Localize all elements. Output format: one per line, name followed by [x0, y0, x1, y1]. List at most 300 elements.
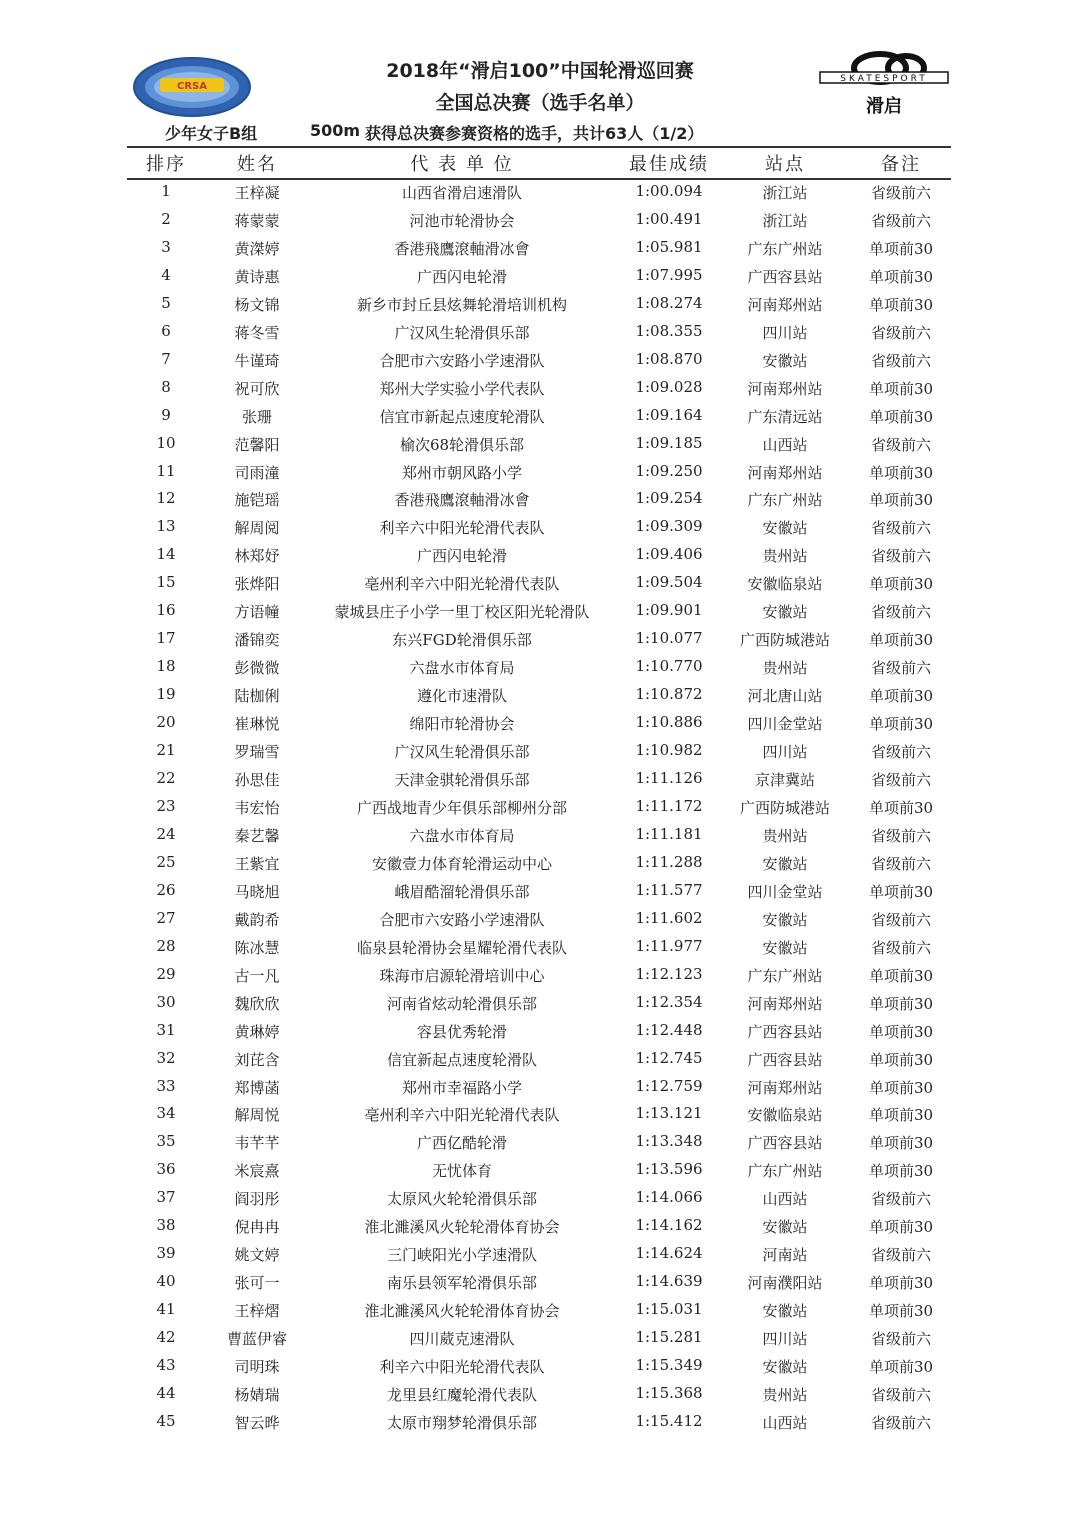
table-row — [0, 1128, 1080, 1156]
rank-cell: 18 — [156, 657, 176, 676]
name-cell: 倪冉冉 — [234, 1218, 280, 1237]
table-row — [0, 989, 1080, 1017]
table-row — [0, 1017, 1080, 1045]
table-row — [0, 1380, 1080, 1408]
best-time-cell: 1:08.870 — [635, 349, 703, 368]
table-row — [0, 849, 1080, 877]
rank-cell: 44 — [156, 1383, 176, 1402]
remark-cell: 省级前六 — [870, 547, 931, 566]
table-row — [0, 430, 1080, 458]
distance: 500m — [310, 121, 361, 140]
remark-cell: 省级前六 — [870, 1385, 931, 1404]
station-cell: 安徽站 — [762, 351, 808, 370]
table-row — [0, 1184, 1080, 1212]
unit-cell: 六盘水市体育局 — [409, 826, 515, 845]
sponsor-logo — [818, 50, 950, 118]
station-cell: 广西容县站 — [747, 1022, 823, 1041]
best-time-cell: 1:15.368 — [635, 1383, 703, 1402]
table-row — [0, 1296, 1080, 1324]
rank-cell: 6 — [161, 321, 171, 340]
rank-cell: 38 — [156, 1216, 176, 1235]
station-cell: 安徽站 — [762, 1218, 808, 1237]
remark-cell: 单项前30 — [868, 1358, 934, 1377]
table-row — [0, 541, 1080, 569]
best-time-cell: 1:09.254 — [635, 489, 703, 508]
station-cell: 四川金堂站 — [747, 715, 823, 734]
station-cell: 广东广州站 — [747, 491, 823, 510]
best-time-cell: 1:09.309 — [635, 517, 703, 536]
unit-cell: 蒙城县庄子小学一里丁校区阳光轮滑队 — [334, 603, 590, 622]
page-subtitle: 全国总决赛（选手名单） — [435, 92, 645, 114]
rank-cell: 35 — [156, 1132, 176, 1151]
remark-cell: 单项前30 — [868, 491, 934, 510]
athlete-table — [0, 178, 1080, 1436]
table-row — [0, 318, 1080, 346]
name-cell: 黄琳婷 — [234, 1022, 280, 1041]
remark-cell: 省级前六 — [870, 743, 931, 762]
rank-cell: 41 — [156, 1300, 176, 1319]
best-time-cell: 1:08.274 — [635, 293, 703, 312]
table-row — [0, 178, 1080, 206]
best-time-cell: 1:12.123 — [635, 964, 703, 983]
name-cell: 牛谨琦 — [234, 351, 280, 370]
name-cell: 杨婧瑞 — [234, 1385, 280, 1404]
table-row — [0, 681, 1080, 709]
station-cell: 安徽站 — [762, 910, 808, 929]
best-time-cell: 1:12.354 — [635, 992, 703, 1011]
station-cell: 广西防城港站 — [739, 631, 830, 650]
header-remark: 备注 — [881, 154, 921, 175]
remark-cell: 单项前30 — [868, 1078, 934, 1097]
remark-cell: 省级前六 — [870, 211, 931, 230]
table-row — [0, 793, 1080, 821]
table-row — [0, 821, 1080, 849]
remark-cell: 单项前30 — [868, 966, 934, 985]
rank-cell: 22 — [156, 769, 176, 788]
group-info — [0, 121, 1080, 143]
name-cell: 张可一 — [234, 1274, 280, 1293]
rank-cell: 37 — [156, 1188, 176, 1207]
best-time-cell: 1:12.745 — [635, 1048, 703, 1067]
rank-cell: 40 — [156, 1272, 176, 1291]
remark-cell: 单项前30 — [868, 239, 934, 258]
unit-cell: 东兴FGD轮滑俱乐部 — [392, 631, 532, 650]
remark-cell: 单项前30 — [868, 687, 934, 706]
table-row — [0, 1240, 1080, 1268]
name-cell: 陆枷俐 — [234, 687, 280, 706]
rank-cell: 42 — [156, 1328, 176, 1347]
rank-cell: 16 — [156, 601, 176, 620]
remark-cell: 省级前六 — [870, 435, 931, 454]
station-cell: 广东广州站 — [747, 966, 823, 985]
name-cell: 范馨阳 — [234, 435, 280, 454]
name-cell: 崔琳悦 — [234, 715, 280, 734]
table-row — [0, 262, 1080, 290]
unit-cell: 榆次68轮滑俱乐部 — [399, 435, 525, 454]
station-cell: 浙江站 — [762, 211, 808, 230]
unit-cell: 河南省炫动轮滑俱乐部 — [386, 994, 537, 1013]
table-row — [0, 737, 1080, 765]
remark-cell: 单项前30 — [868, 575, 934, 594]
rank-cell: 34 — [156, 1104, 176, 1123]
rank-cell: 26 — [156, 880, 176, 899]
sponsor-lettering: SKATESPORT — [840, 74, 928, 84]
name-cell: 解周悦 — [234, 1106, 280, 1125]
remark-cell: 省级前六 — [870, 1190, 931, 1209]
name-cell: 戴韵希 — [234, 910, 280, 929]
station-cell: 河南郑州站 — [747, 295, 823, 314]
name-cell: 张烨阳 — [234, 575, 280, 594]
rank-cell: 14 — [156, 545, 176, 564]
remark-cell: 省级前六 — [870, 854, 931, 873]
remark-cell: 单项前30 — [868, 463, 934, 482]
best-time-cell: 1:00.491 — [635, 209, 703, 228]
station-cell: 贵州站 — [762, 1385, 808, 1404]
name-cell: 秦艺馨 — [234, 826, 280, 845]
name-cell: 罗瑞雪 — [234, 743, 280, 762]
table-row — [0, 206, 1080, 234]
station-cell: 广西容县站 — [747, 1050, 823, 1069]
rank-cell: 12 — [156, 489, 176, 508]
association-logo — [132, 56, 252, 118]
remark-cell: 单项前30 — [868, 1162, 934, 1181]
station-cell: 山西站 — [762, 1413, 808, 1432]
unit-cell: 容县优秀轮滑 — [416, 1022, 507, 1041]
station-cell: 贵州站 — [762, 547, 808, 566]
best-time-cell: 1:13.348 — [635, 1132, 703, 1151]
unit-cell: 六盘水市体育局 — [409, 659, 515, 678]
best-time-cell: 1:13.121 — [635, 1104, 703, 1123]
best-time-cell: 1:09.901 — [635, 601, 703, 620]
unit-cell: 信宜市新起点速度轮滑队 — [379, 407, 545, 426]
table-row — [0, 458, 1080, 486]
remark-cell: 单项前30 — [868, 798, 934, 817]
station-cell: 广西容县站 — [747, 1134, 823, 1153]
best-time-cell: 1:10.886 — [635, 713, 703, 732]
remark-cell: 单项前30 — [868, 994, 934, 1013]
rank-cell: 11 — [156, 461, 176, 480]
rank-cell: 24 — [156, 824, 176, 843]
unit-cell: 广汉风生轮滑俱乐部 — [394, 743, 530, 762]
station-cell: 广东清远站 — [747, 407, 823, 426]
station-cell: 京津冀站 — [754, 771, 815, 790]
name-cell: 马晓旭 — [234, 882, 280, 901]
name-cell: 施铠瑶 — [234, 491, 280, 510]
rank-cell: 1 — [161, 182, 171, 200]
station-cell: 安徽站 — [762, 854, 808, 873]
table-row — [0, 485, 1080, 513]
name-cell: 蒋蒙蒙 — [234, 211, 280, 230]
unit-cell: 信宜新起点速度轮滑队 — [386, 1050, 537, 1069]
rank-cell: 9 — [161, 405, 171, 424]
rank-cell: 19 — [156, 685, 176, 704]
header-name: 姓名 — [237, 154, 277, 175]
remark-cell: 单项前30 — [868, 882, 934, 901]
remark-cell: 单项前30 — [868, 1302, 934, 1321]
header-rank: 排序 — [146, 154, 186, 175]
name-cell: 魏欣欣 — [234, 994, 280, 1013]
unit-cell: 太原风火轮轮滑俱乐部 — [386, 1190, 537, 1209]
sponsor-name: 滑启 — [866, 96, 902, 117]
best-time-cell: 1:10.077 — [635, 629, 703, 648]
name-cell: 姚文婷 — [234, 1246, 280, 1265]
table-row — [0, 653, 1080, 681]
station-cell: 四川站 — [762, 1330, 808, 1349]
table-row — [0, 290, 1080, 318]
best-time-cell: 1:14.624 — [635, 1244, 703, 1263]
name-cell: 韦宏怡 — [234, 798, 280, 817]
remark-cell: 单项前30 — [868, 1022, 934, 1041]
name-cell: 黄滐婷 — [234, 239, 280, 258]
rank-cell: 27 — [156, 908, 176, 927]
name-cell: 刘芘含 — [234, 1050, 280, 1069]
name-cell: 韦芊芊 — [234, 1134, 280, 1153]
unit-cell: 亳州利辛六中阳光轮滑代表队 — [364, 575, 560, 594]
name-cell: 王梓熠 — [234, 1302, 280, 1321]
best-time-cell: 1:09.406 — [635, 545, 703, 564]
rank-cell: 36 — [156, 1160, 176, 1179]
unit-cell: 河池市轮滑协会 — [409, 211, 515, 230]
best-time-cell: 1:12.448 — [635, 1020, 703, 1039]
unit-cell: 利辛六中阳光轮滑代表队 — [379, 1358, 545, 1377]
header-station: 站点 — [765, 154, 805, 175]
best-time-cell: 1:11.977 — [635, 936, 703, 955]
best-time-cell: 1:09.250 — [635, 461, 703, 480]
station-cell: 山西站 — [762, 1190, 808, 1209]
station-cell: 广西防城港站 — [739, 798, 830, 817]
station-cell: 河南站 — [762, 1246, 808, 1265]
name-cell: 杨文锦 — [234, 295, 280, 314]
best-time-cell: 1:15.281 — [635, 1328, 703, 1347]
table-row — [0, 1268, 1080, 1296]
station-cell: 广东广州站 — [747, 239, 823, 258]
rank-cell: 30 — [156, 992, 176, 1011]
unit-cell: 峨眉酷溜轮滑俱乐部 — [394, 882, 530, 901]
rank-cell: 13 — [156, 517, 176, 536]
name-cell: 郑博菡 — [234, 1078, 280, 1097]
unit-cell: 郑州大学实验小学代表队 — [379, 379, 545, 398]
best-time-cell: 1:10.982 — [635, 741, 703, 760]
name-cell: 曹蓝伊睿 — [226, 1330, 287, 1349]
best-time-cell: 1:11.126 — [635, 769, 703, 788]
table-row — [0, 1352, 1080, 1380]
unit-cell: 郑州市朝风路小学 — [401, 463, 522, 482]
station-cell: 四川站 — [762, 323, 808, 342]
unit-cell: 香港飛鷹滾軸滑冰會 — [394, 491, 530, 510]
unit-cell: 临泉县轮滑协会星耀轮滑代表队 — [356, 938, 567, 957]
table-row — [0, 1324, 1080, 1352]
page-title: 2018年“滑启100”中国轮滑巡回赛 — [386, 60, 694, 82]
rank-cell: 2 — [161, 209, 171, 228]
station-cell: 河南郑州站 — [747, 994, 823, 1013]
name-cell: 司雨潼 — [234, 463, 280, 482]
name-cell: 张珊 — [241, 407, 272, 426]
table-row — [0, 625, 1080, 653]
unit-cell: 合肥市六安路小学速滑队 — [379, 351, 545, 370]
rank-cell: 29 — [156, 964, 176, 983]
station-cell: 河南濮阳站 — [747, 1274, 823, 1293]
remark-cell: 省级前六 — [870, 771, 931, 790]
remark-cell: 省级前六 — [870, 826, 931, 845]
name-cell: 解周阅 — [234, 519, 280, 538]
unit-cell: 珠海市启源轮滑培训中心 — [379, 966, 545, 985]
remark-cell: 省级前六 — [870, 519, 931, 538]
unit-cell: 淮北濉溪风火轮轮滑体育协会 — [364, 1302, 560, 1321]
best-time-cell: 1:15.031 — [635, 1300, 703, 1319]
station-cell: 安徽站 — [762, 519, 808, 538]
table-row — [0, 933, 1080, 961]
best-time-cell: 1:15.349 — [635, 1356, 703, 1375]
unit-cell: 郑州市幸福路小学 — [401, 1078, 522, 1097]
logo-lettering: CRSA — [177, 81, 207, 92]
table-row — [0, 513, 1080, 541]
table-row — [0, 765, 1080, 793]
name-cell: 彭微微 — [234, 659, 280, 678]
station-cell: 河南郑州站 — [747, 379, 823, 398]
rank-cell: 7 — [161, 349, 171, 368]
remark-cell: 单项前30 — [868, 715, 934, 734]
station-cell: 安徽站 — [762, 1358, 808, 1377]
rank-cell: 15 — [156, 573, 176, 592]
unit-cell: 新乡市封丘县炫舞轮滑培训机构 — [356, 295, 567, 314]
unit-cell: 山西省滑启速滑队 — [401, 184, 522, 202]
best-time-cell: 1:14.066 — [635, 1188, 703, 1207]
remark-cell: 省级前六 — [870, 351, 931, 370]
rank-cell: 33 — [156, 1076, 176, 1095]
name-cell: 孙思佳 — [234, 771, 280, 790]
station-cell: 山西站 — [762, 435, 808, 454]
station-cell: 四川站 — [762, 743, 808, 762]
rank-cell: 20 — [156, 713, 176, 732]
table-row — [0, 1212, 1080, 1240]
unit-cell: 龙里县红魔轮滑代表队 — [386, 1385, 537, 1404]
table-row — [0, 709, 1080, 737]
remark-cell: 省级前六 — [870, 323, 931, 342]
table-row — [0, 402, 1080, 430]
rank-cell: 32 — [156, 1048, 176, 1067]
rank-cell: 43 — [156, 1356, 176, 1375]
rank-cell: 25 — [156, 852, 176, 871]
best-time-cell: 1:05.981 — [635, 237, 703, 256]
unit-cell: 淮北濉溪风火轮轮滑体育协会 — [364, 1218, 560, 1237]
name-cell: 王紫宜 — [234, 854, 280, 873]
best-time-cell: 1:11.181 — [635, 824, 703, 843]
best-time-cell: 1:09.504 — [635, 573, 703, 592]
best-time-cell: 1:09.028 — [635, 377, 703, 396]
best-time-cell: 1:10.872 — [635, 685, 703, 704]
remark-cell: 省级前六 — [870, 910, 931, 929]
name-cell: 智云晔 — [234, 1413, 280, 1432]
best-time-cell: 1:11.172 — [635, 796, 703, 815]
remark-cell: 单项前30 — [868, 379, 934, 398]
rank-cell: 3 — [161, 237, 171, 256]
unit-cell: 天津金骐轮滑俱乐部 — [394, 771, 530, 790]
best-time-cell: 1:08.355 — [635, 321, 703, 340]
unit-cell: 香港飛鷹滾軸滑冰會 — [394, 239, 530, 258]
rank-cell: 17 — [156, 629, 176, 648]
station-cell: 贵州站 — [762, 659, 808, 678]
unit-cell: 安徽壹力体育轮滑运动中心 — [371, 854, 552, 873]
rank-cell: 8 — [161, 377, 171, 396]
best-time-cell: 1:11.602 — [635, 908, 703, 927]
best-time-cell: 1:07.995 — [635, 265, 703, 284]
rank-cell: 39 — [156, 1244, 176, 1263]
best-time-cell: 1:11.288 — [635, 852, 703, 871]
table-row — [0, 1100, 1080, 1128]
remark-cell: 单项前30 — [868, 1134, 934, 1153]
unit-cell: 南乐县领军轮滑俱乐部 — [386, 1274, 537, 1293]
unit-cell: 三门峡阳光小学速滑队 — [386, 1246, 537, 1265]
table-row — [0, 374, 1080, 402]
remark-cell: 单项前30 — [868, 295, 934, 314]
best-time-cell: 1:09.185 — [635, 433, 703, 452]
table-row — [0, 905, 1080, 933]
name-cell: 林郑妤 — [234, 547, 280, 566]
unit-cell: 遵化市速滑队 — [416, 687, 507, 706]
station-cell: 安徽站 — [762, 603, 808, 622]
station-cell: 安徽站 — [762, 938, 808, 957]
header-unit: 代 表 单 位 — [410, 154, 514, 175]
unit-cell: 广汉风生轮滑俱乐部 — [394, 323, 530, 342]
table-header — [0, 150, 1080, 176]
name-cell: 黄诗惠 — [234, 267, 280, 286]
name-cell: 陈冰慧 — [234, 938, 280, 957]
unit-cell: 合肥市六安路小学速滑队 — [379, 910, 545, 929]
name-cell: 王梓凝 — [234, 184, 280, 202]
unit-cell: 亳州利辛六中阳光轮滑代表队 — [364, 1106, 560, 1125]
rank-cell: 23 — [156, 796, 176, 815]
remark-cell: 省级前六 — [870, 1246, 931, 1265]
name-cell: 潘锦奕 — [234, 631, 280, 650]
station-cell: 四川金堂站 — [747, 882, 823, 901]
station-cell: 广东广州站 — [747, 1162, 823, 1181]
best-time-cell: 1:10.770 — [635, 657, 703, 676]
remark-cell: 单项前30 — [868, 1274, 934, 1293]
table-row — [0, 1156, 1080, 1184]
table-row — [0, 569, 1080, 597]
name-cell: 祝可欣 — [234, 379, 280, 398]
table-row — [0, 234, 1080, 262]
best-time-cell: 1:09.164 — [635, 405, 703, 424]
header-best-time: 最佳成绩 — [629, 154, 709, 175]
table-row — [0, 877, 1080, 905]
rank-cell: 21 — [156, 741, 176, 760]
rank-cell: 5 — [161, 293, 171, 312]
remark-cell: 单项前30 — [868, 1106, 934, 1125]
remark-cell: 省级前六 — [870, 1413, 931, 1432]
unit-cell: 广西闪电轮滑 — [416, 267, 507, 286]
station-cell: 河南郑州站 — [747, 463, 823, 482]
table-row — [0, 597, 1080, 625]
unit-cell: 广西闪电轮滑 — [416, 547, 507, 566]
group-name: 少年女子B组 — [165, 124, 258, 143]
unit-cell: 无忧体育 — [431, 1162, 492, 1181]
unit-cell: 利辛六中阳光轮滑代表队 — [379, 519, 545, 538]
rank-cell: 28 — [156, 936, 176, 955]
best-time-cell: 1:13.596 — [635, 1160, 703, 1179]
table-top-rule — [127, 146, 951, 148]
table-row — [0, 1045, 1080, 1073]
name-cell: 古一凡 — [234, 966, 280, 985]
rank-cell: 31 — [156, 1020, 176, 1039]
name-cell: 阎羽彤 — [234, 1190, 280, 1209]
rank-cell: 45 — [156, 1411, 176, 1430]
remark-cell: 单项前30 — [868, 1050, 934, 1069]
best-time-cell: 1:14.162 — [635, 1216, 703, 1235]
remark-cell: 省级前六 — [870, 938, 931, 957]
station-cell: 安徽临泉站 — [747, 1106, 823, 1125]
station-cell: 安徽临泉站 — [747, 575, 823, 594]
